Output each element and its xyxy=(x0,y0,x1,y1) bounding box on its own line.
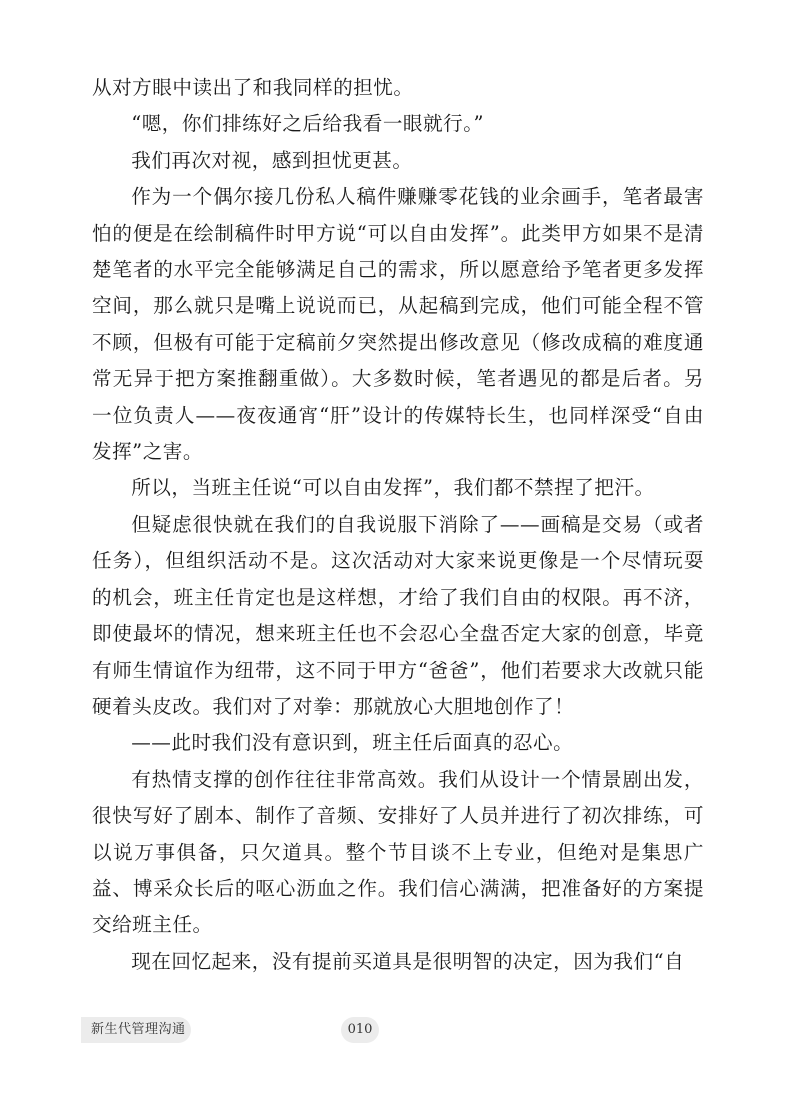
paragraph: ——此时我们没有意识到，班主任后面真的忍心。 xyxy=(131,731,574,755)
paragraph: 现在回忆起来，没有提前买道具是很明智的决定，因为我们“自 xyxy=(131,949,685,973)
paragraph: 有热情支撑的创作往往非常高效。我们从设计一个情景剧出发，很快写好了剧本、制作了音频、安排好了人员并进行了初次排练，可以说万事俱备，只欠道具。整个节目谈不上专业，但绝对是集思广益、博采众长后的呕心沥血之作。我们信心满满，把准备好的方案提交给班主任。 xyxy=(92,767,704,937)
paragraph: 但疑虑很快就在我们的自我说服下消除了——画稿是交易（或者任务），但组织活动不是。这次活动对大家来说更像是一个尽情玩耍的机会，班主任肯定也是这样想，才给了我们自由的权限。再不济，即使最坏的情况，想来班主任也不会忍心全盘否定大家的创意，毕竟有师生情谊作为纽带，这不同于甲方“爸爸”，他们若要求大改就只能硬着头皮改。我们对了对拳：那就放心大胆地创作了！ xyxy=(92,512,704,718)
page-number: 010 xyxy=(341,1017,379,1043)
page-footer xyxy=(0,1017,787,1043)
paragraph: 作为一个偶尔接几份私人稿件赚赚零花钱的业余画手，笔者最害怕的便是在绘制稿件时甲方说“可以自由发挥”。此类甲方如果不是清楚笔者的水平完全能够满足自己的需求，所以愿意给予笔者更多发挥空间，那么就只是嘴上说说而已，从起稿到完成，他们可能全程不管不顾，但极有可能于定稿前夕突然提出修改意见（修改成稿的难度通常无异于把方案推翻重做）。大多数时候，笔者遇见的都是后者。另一位负责人——夜夜通宵“肝”设计的传媒特长生，也同样深受“自由发挥”之害。 xyxy=(92,185,704,464)
paragraph: “嗯，你们排练好之后给我看一眼就行。” xyxy=(131,112,485,136)
paragraph: 我们再次对视，感到担忧更甚。 xyxy=(131,148,413,172)
paragraph: 从对方眼中读出了和我同样的担忧。 xyxy=(92,76,414,99)
page-body xyxy=(92,70,704,980)
running-footer-title: 新生代管理沟通 xyxy=(81,1017,191,1043)
paragraph: 所以，当班主任说“可以自由发挥”，我们都不禁捏了把汗。 xyxy=(131,476,655,500)
